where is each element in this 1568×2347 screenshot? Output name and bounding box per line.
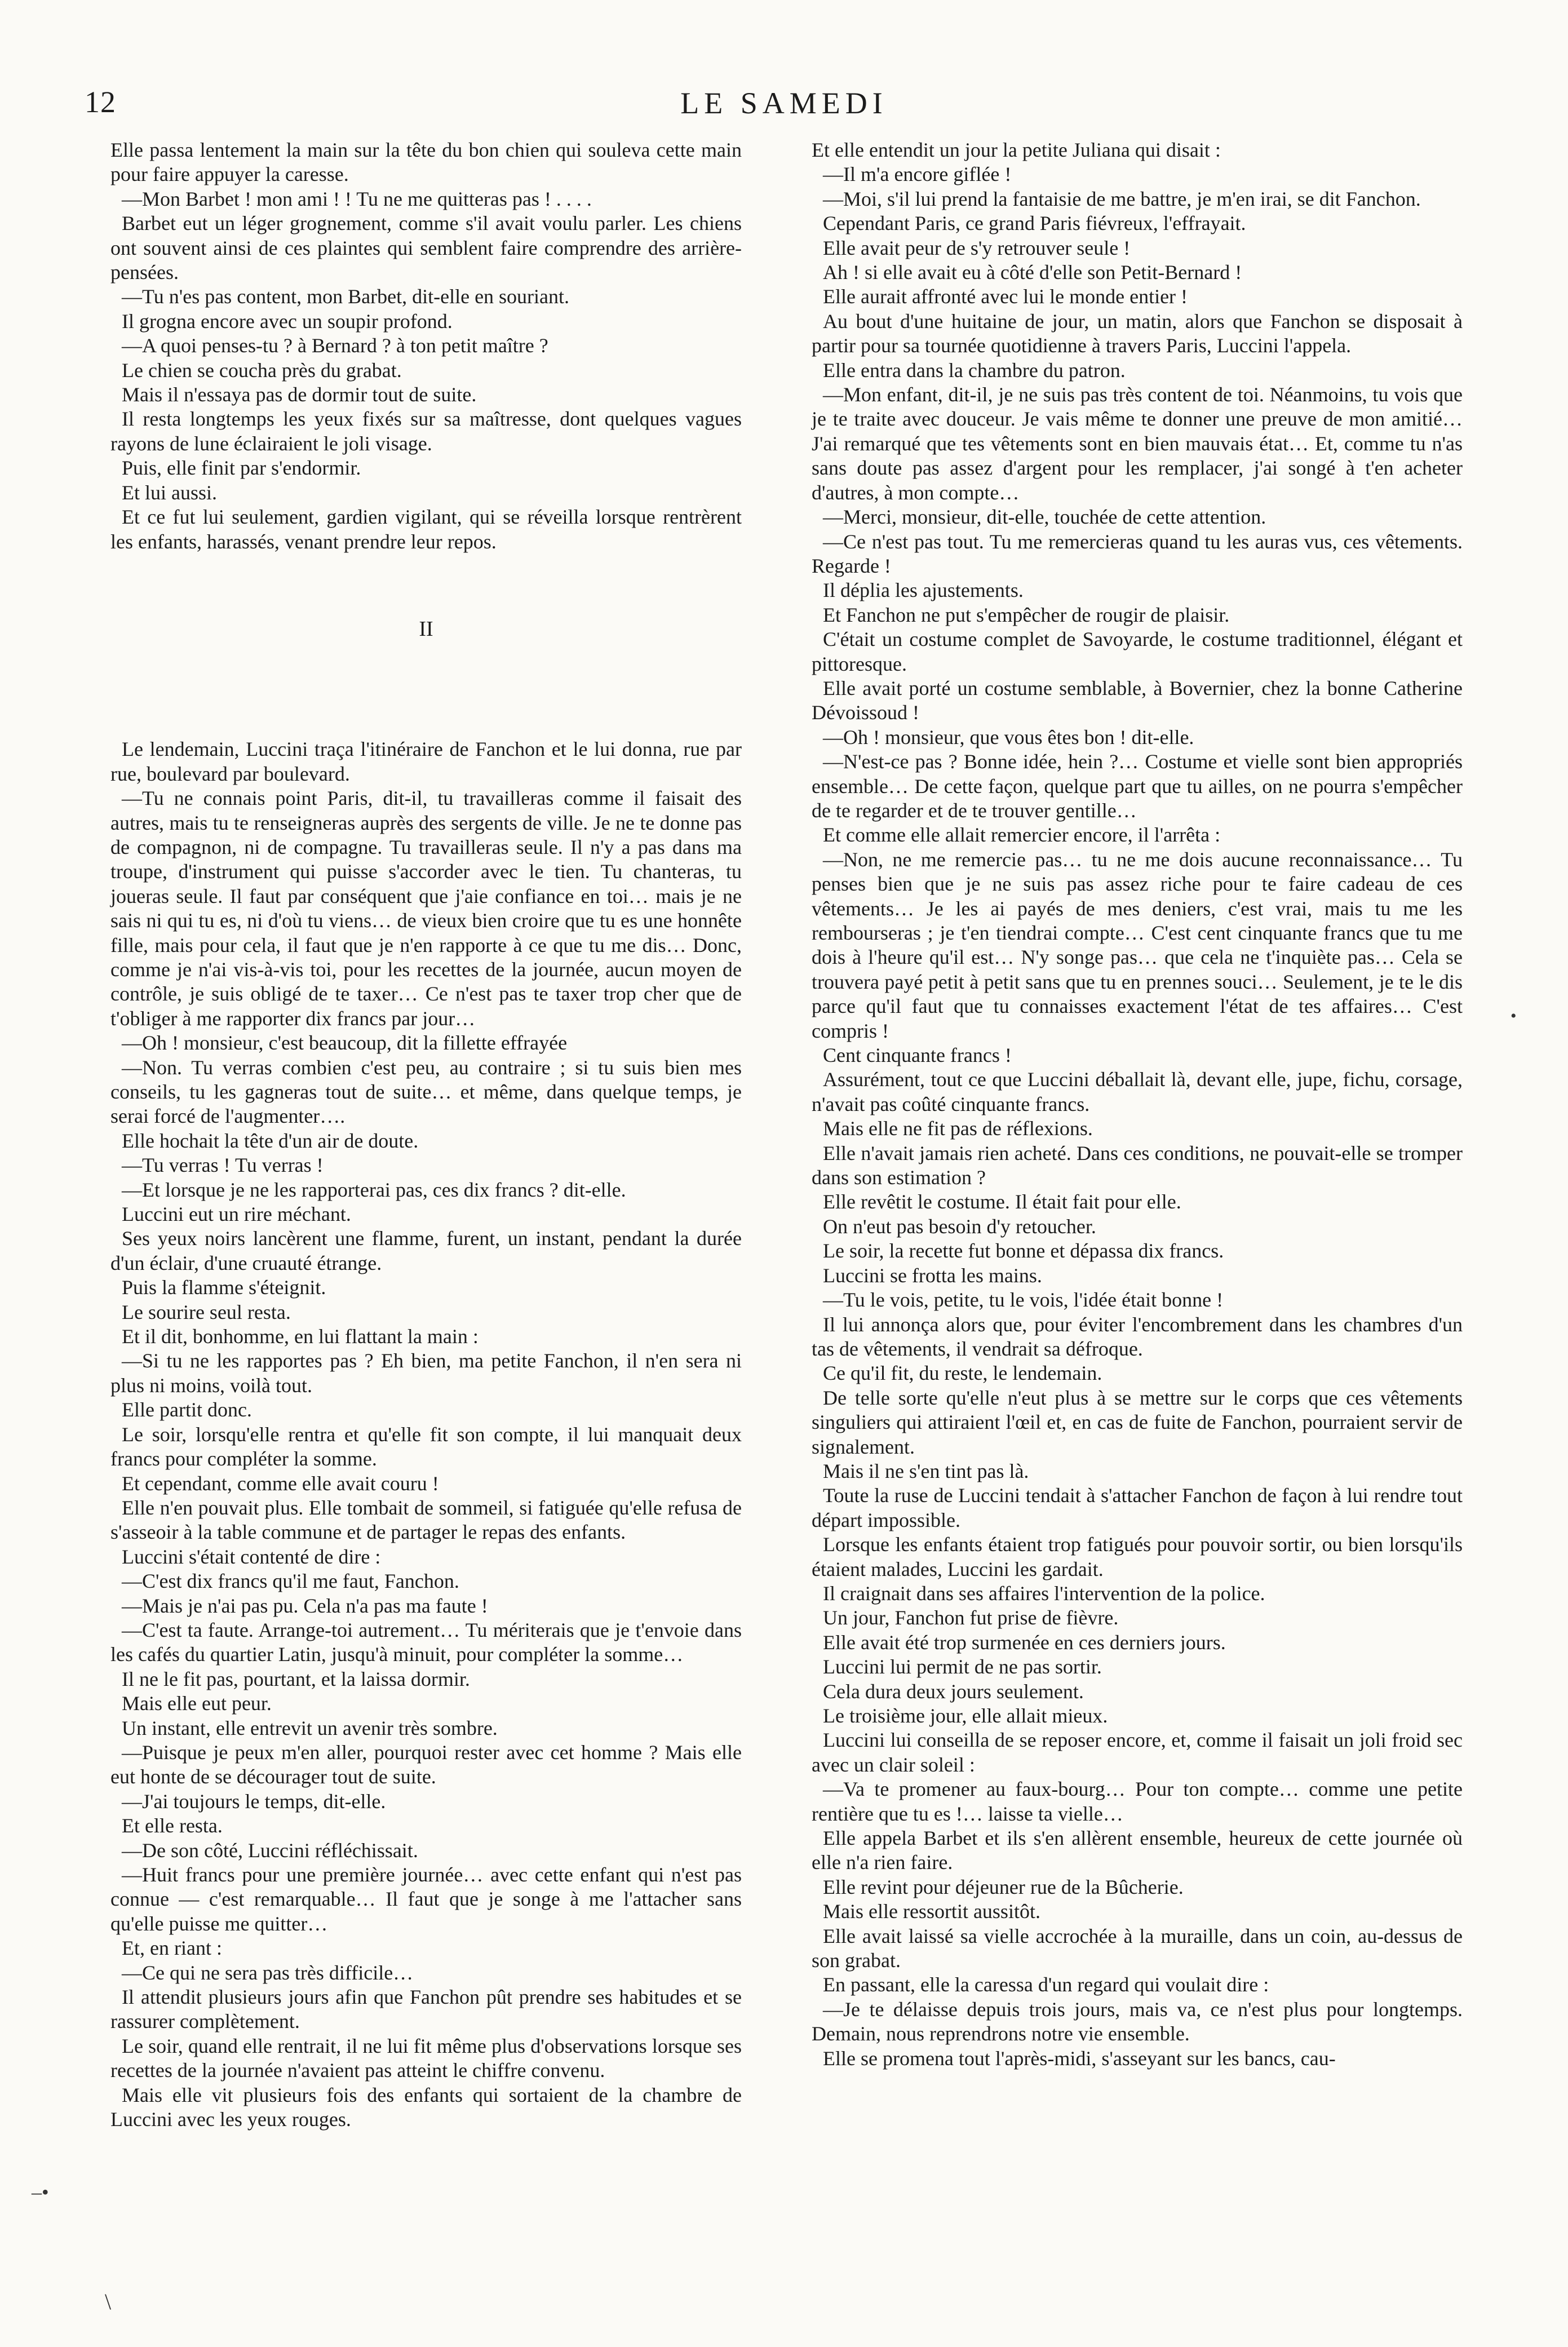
paragraph: Elle avait peur de s'y retrouver seule ! [823,236,1131,259]
paragraph: Au bout d'une huitaine de jour, un matin, alors que Fanchon se disposait à partir pour sa tournée quotidienne à travers Paris, Luccini l'appela. [812,309,1463,357]
paragraph: Elle appela Barbet et ils s'en allèrent ensemble, heureux de cette journée où elle n'a rien faire. [812,1827,1463,1874]
paragraph: En passant, elle la caressa d'un regard qui voulait dire : [823,1973,1269,1996]
paragraph: —Moi, s'il lui prend la fantaisie de me battre, je m'en irai, se dit Fanchon. [823,187,1421,210]
paragraph: Cent cinquante francs ! [823,1044,1012,1067]
paragraph: Il resta longtemps les yeux fixés sur sa maîtresse, dont quelques vagues rayons de lune éclairaient le joli visage. [110,408,742,455]
paragraph: —Tu n'es pas content, mon Barbet, dit-elle en souriant. [122,285,570,308]
paragraph: Il craignait dans ses affaires l'intervention de la police. [823,1582,1265,1605]
paragraph: Et ce fut lui seulement, gardien vigilant, qui se réveilla lorsque rentrèrent les enfants, harassés, venant prendre leur repos. [110,506,742,553]
paragraph: Il grogna encore avec un soupir profond. [122,309,453,333]
paragraph: —Tu verras ! Tu verras ! [122,1154,324,1177]
paragraph: Et cependant, comme elle avait couru ! [122,1472,439,1495]
paragraph: Ce qu'il fit, du reste, le lendemain. [823,1362,1102,1385]
paragraph: —Je te délaisse depuis trois jours, mais va, ce n'est plus pour longtemps. Demain, nous reprendrons notre vie ensemble. [812,1998,1463,2045]
paragraph: Luccini eut un rire méchant. [122,1203,351,1226]
paragraph: Luccini se frotta les mains. [823,1264,1042,1287]
paragraph: Le lendemain, Luccini traça l'itinéraire de Fanchon et le lui donna, rue par rue, boulevard par boulevard. [110,738,742,785]
paragraph: Lorsque les enfants étaient trop fatigués pour pouvoir sortir, ou bien lorsqu'ils étaient malades, Luccini les gardait. [812,1533,1463,1580]
margin-tick-mark: \ [105,2289,112,2314]
paragraph: Elle revint pour déjeuner rue de la Bûcherie. [823,1875,1184,1898]
paragraph: —Mais je n'ai pas pu. Cela n'a pas ma faute ! [122,1594,488,1617]
paragraph: —Va te promener au faux-bourg… Pour ton compte… comme une petite rentière que tu es !… laisse ta vielle… [812,1778,1463,1825]
margin-dash-mark: ‒• [32,2181,49,2203]
paragraph: Le troisième jour, elle allait mieux. [823,1704,1108,1727]
paragraph: Le soir, la recette fut bonne et dépassa dix francs. [823,1239,1224,1263]
paragraph: Elle passa lentement la main sur la tête du bon chien qui souleva cette main pour faire appuyer la caresse. [110,139,742,186]
paragraph: Il ne le fit pas, pourtant, et la laissa dormir. [122,1667,470,1690]
paragraph: Et elle entendit un jour la petite Juliana qui disait : [812,139,1221,161]
paragraph: Le sourire seul resta. [122,1300,291,1323]
running-head: LE SAMEDI [680,86,888,120]
paragraph: Ses yeux noirs lancèrent une flamme, furent, un instant, pendant la durée d'un éclair, d'une cruauté étrange. [110,1227,742,1274]
paragraph: Elle revêtit le costume. Il était fait pour elle. [823,1190,1181,1214]
paragraph: Barbet eut un léger grognement, comme s'il avait voulu parler. Les chiens ont souvent ainsi de ces plaintes qui semblent faire comprendre des arrière-pensées. [110,212,742,284]
paragraph: —Tu le vois, petite, tu le vois, l'idée était bonne ! [823,1288,1224,1312]
paragraph: Elle hochait la tête d'un air de doute. [122,1129,419,1152]
paragraph: Et il dit, bonhomme, en lui flattant la main : [122,1325,479,1348]
paragraph: —Huit francs pour une première journée… avec cette enfant qui n'est pas connue — c'est remarquable… Il faut que je songe à me l'attacher sans qu'elle puisse me quitter… [110,1863,742,1935]
paragraph: —C'est ta faute. Arrange-toi autrement… Tu mériterais que je t'envoie dans les cafés du quartier Latin, jusqu'à minuit, pour compléter la somme… [110,1618,742,1666]
left-column [110,138,742,2132]
paragraph: —Non. Tu verras combien c'est peu, au contraire ; si tu suis bien mes conseils, tu les gagneras tout de suite… et même, dans quelque temps, je serai forcé de l'augmenter…. [110,1056,742,1128]
page-number: 12 [85,85,116,119]
paragraph: Un jour, Fanchon fut prise de fièvre. [823,1606,1119,1629]
paragraph: Ah ! si elle avait eu à côté d'elle son Petit-Bernard ! [823,261,1242,284]
paragraph: —Merci, monsieur, dit-elle, touchée de cette attention. [823,506,1266,529]
paragraph: Le soir, lorsqu'elle rentra et qu'elle fit son compte, il lui manquait deux francs pour compléter la somme. [110,1423,742,1471]
paragraph: Elle entra dans la chambre du patron. [823,358,1126,382]
margin-dot-mark: • [1511,1007,1517,1025]
paragraph: Et, en riant : [122,1937,222,1960]
paragraph: —Oh ! monsieur, c'est beaucoup, dit la fillette effrayée [122,1031,568,1055]
paragraph: Elle n'avait jamais rien acheté. Dans ces conditions, ne pouvait-elle se tromper dans son estimation ? [812,1141,1463,1189]
paragraph: Puis la flamme s'éteignit. [122,1276,326,1299]
paragraph: Cela dura deux jours seulement. [823,1680,1084,1703]
paragraph: Elle partit donc. [122,1398,252,1422]
paragraph: De telle sorte qu'elle n'eut plus à se mettre sur le corps que ces vêtements singuliers qui attiraient l'œil et, en cas de fuite de Fanchon, pourraient servir de signalement. [812,1386,1463,1458]
paragraph: Il lui annonça alors que, pour éviter l'encombrement dans les chambres d'un tas de vêtements, il vendrait sa défroque. [812,1313,1463,1360]
paragraph: —Ce n'est pas tout. Tu me remercieras quand tu les auras vus, ces vêtements. Regarde ! [812,530,1463,577]
right-column [812,138,1463,2071]
paragraph: Mais il ne s'en tint pas là. [823,1459,1029,1482]
paragraph: Toute la ruse de Luccini tendait à s'attacher Fanchon de façon à lui rendre tout départ impossible. [812,1484,1463,1531]
paragraph: —Mon enfant, dit-il, je ne suis pas très content de toi. Néanmoins, tu vois que je te traite avec douceur. Je vais même te donner une preuve de mon amitié… J'ai remarqué que tes vêtements sont en bien mauvais état… Et, comme tu n'as sans doute pas assez d'argent pour les remplacer, j'ai songé à t'en acheter d'autres, à mon compte… [812,383,1463,504]
paragraph: —Mon Barbet ! mon ami ! ! Tu ne me quitteras pas ! . . . . [122,187,592,210]
paragraph: Elle avait porté un costume semblable, à Bovernier, chez la bonne Catherine Dévoissoud ! [812,676,1463,724]
paragraph: —Et lorsque je ne les rapporterai pas, ces dix francs ? dit-elle. [122,1178,626,1201]
paragraph: Elle aurait affronté avec lui le monde entier ! [823,285,1188,308]
paragraph: Luccini lui conseilla de se reposer encore, et, comme il faisait un joli froid sec avec un clair soleil : [812,1729,1463,1776]
paragraph: Le chien se coucha près du grabat. [122,358,402,382]
paragraph: Elle avait été trop surmenée en ces derniers jours. [823,1631,1226,1654]
paragraph: —A quoi penses-tu ? à Bernard ? à ton petit maître ? [122,334,548,357]
paragraph: Puis, elle finit par s'endormir. [122,457,361,480]
paragraph: Le soir, quand elle rentrait, il ne lui fit même plus d'observations lorsque ses recettes de la journée n'avaient pas atteint le chiffre convenu. [110,2034,742,2082]
paragraph: Luccini lui permit de ne pas sortir. [823,1655,1102,1679]
paragraph: Il attendit plusieurs jours afin que Fanchon pût prendre ses habitudes et se rassurer complètement. [110,1986,742,2033]
paragraph: C'était un costume complet de Savoyarde, le costume traditionnel, élégant et pittoresque. [812,628,1463,675]
paragraph: —Oh ! monsieur, que vous êtes bon ! dit-elle. [823,725,1194,749]
paragraph: Il déplia les ajustements. [823,579,1024,602]
paragraph: Un instant, elle entrevit un avenir très sombre. [122,1716,498,1739]
paragraph: Elle n'en pouvait plus. Elle tombait de sommeil, si fatiguée qu'elle refusa de s'asseoir à la table commune et de partager le repas des enfants. [110,1496,742,1544]
paragraph: Mais elle eut peur. [122,1692,272,1715]
paragraph: —Ce qui ne sera pas très difficile… [122,1961,414,1984]
paragraph: On n'eut pas besoin d'y retoucher. [823,1215,1096,1238]
paragraph: Mais elle ressortit aussitôt. [823,1900,1040,1923]
paragraph: Luccini s'était contenté de dire : [122,1545,381,1568]
paragraph: —Tu ne connais point Paris, dit-il, tu travailleras comme il faisait des autres, mais tu te renseigneras auprès des sergents de ville. Je ne te donne pas de compagnon, ni de compagne. Tu travailleras seule. Il n'y a pas dans ma troupe, d'instrument qui puisse s'accorder avec le tien. Tu chanteras, tu joueras seule. Il faut par conséquent que j'aie confiance en toi… mais je ne sais ni qui tu es, ni d'où tu viens… de vieux bien croire que tu es une honnête fille, mais pour cela, il faut que je n'en rapporte à ce que tu me dis… Donc, comme je n'ai vis-à-vis toi, pour les recettes de la journée, aucun moyen de contrôle, je suis obligé de te taxer… Ce n'est pas te taxer trop cher que de t'obliger à me rapporter dix francs par jour… [110,787,742,1030]
paragraph: Et Fanchon ne put s'empêcher de rougir de plaisir. [823,603,1230,626]
paragraph: —J'ai toujours le temps, dit-elle. [122,1790,386,1813]
paragraph: —Si tu ne les rapportes pas ? Eh bien, ma petite Fanchon, il n'en sera ni plus ni moins, voilà tout. [110,1349,742,1397]
paragraph: Mais elle ne fit pas de réflexions. [823,1117,1093,1140]
paragraph: Et comme elle allait remercier encore, il l'arrêta : [823,823,1221,847]
section-heading: II [419,617,433,641]
paragraph: Et lui aussi. [122,481,217,504]
paragraph: Elle se promena tout l'après-midi, s'asseyant sur les bancs, cau- [823,2047,1336,2070]
paragraph: —N'est-ce pas ? Bonne idée, hein ?… Costume et vielle sont bien appropriés ensemble… De cette façon, quelque part que tu ailles, on ne pourra s'empêcher de te regarder et de te trouver gentille… [812,750,1463,822]
paragraph: Elle avait laissé sa vielle accrochée à la muraille, dans un coin, au-dessus de son grabat. [812,1924,1463,1972]
paragraph: Mais il n'essaya pas de dormir tout de suite. [122,383,477,406]
paragraph: Assurément, tout ce que Luccini déballait là, devant elle, jupe, fichu, corsage, n'avait pas coûté cinquante francs. [812,1068,1463,1115]
paragraph: Mais elle vit plusieurs fois des enfants qui sortaient de la chambre de Luccini avec les yeux rouges. [110,2083,742,2131]
paragraph: —Puisque je peux m'en aller, pourquoi rester avec cet homme ? Mais elle eut honte de se décourager tout de suite. [110,1741,742,1788]
paragraph: —De son côté, Luccini réfléchissait. [122,1839,418,1862]
paragraph: Cependant Paris, ce grand Paris fiévreux, l'effrayait. [823,212,1246,235]
paragraph: —Non, ne me remercie pas… tu ne me dois aucune reconnaissance… Tu penses bien que je ne suis pas assez riche pour te faire cadeau de ces vêtements… Je les ai payés de mes deniers, c'est vrai, mais tu me les rembourseras ; je t'en tiendrai compte… C'est cent cinquante francs que tu me dois à l'heure qu'il est… N'y songe pas… que cela ne t'inquiète pas… Cela se trouvera payé petit à petit sans que tu en prennes souci… Seulement, je te le dis parce qu'il faut que tu connaisses exactement l'état de tes affaires… C'est compris ! [812,848,1463,1042]
paragraph: —C'est dix francs qu'il me faut, Fanchon. [122,1570,459,1593]
paragraph: —Il m'a encore giflée ! [823,163,1012,186]
paragraph: Et elle resta. [122,1814,223,1837]
